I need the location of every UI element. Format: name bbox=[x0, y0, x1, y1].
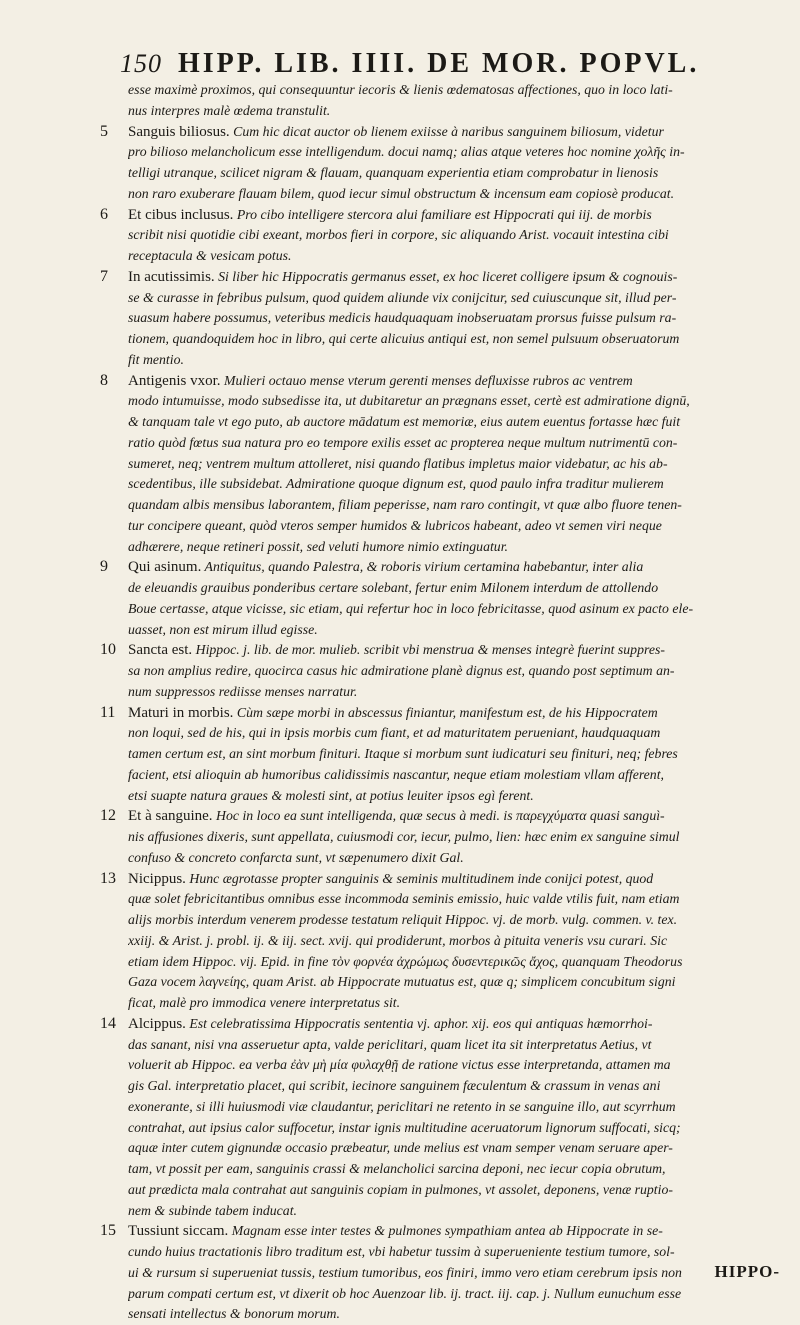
line-text: nis affusiones dixeris, sunt appellata, cuiusmodi cor, iecur, pulmo, lien: hæc enim ex sanguine simul bbox=[128, 829, 680, 844]
text-line bbox=[128, 1159, 790, 1180]
entry-lemma: Sanguis biliosus. bbox=[128, 123, 230, 140]
line-text: quandam albis mensibus laborantem, filiam peperisse, nam raro contingit, vt quæ albo fluore tenen- bbox=[128, 497, 682, 512]
line-text: uasset, non est mirum illud egisse. bbox=[128, 621, 318, 637]
line-text: Hoc in loco ea sunt intelligenda, quæ secus à medi. is παρεγχύματα quasi sanguì- bbox=[212, 808, 665, 824]
commentary-entry bbox=[100, 557, 790, 640]
text-line bbox=[128, 599, 790, 620]
commentary-entry bbox=[128, 80, 790, 122]
line-text: contrahat, aut ipsius calor suffocetur, instar ignis multitudine aceruatorum lignorum suffocati, sicq; bbox=[128, 1119, 681, 1135]
text-line bbox=[128, 1242, 790, 1263]
text-line bbox=[128, 288, 790, 309]
line-text: Magnam esse inter testes & pulmones sympathiam antea ab Hippocrate in se- bbox=[228, 1223, 663, 1239]
text-line bbox=[128, 1284, 790, 1305]
text-line bbox=[128, 1263, 790, 1284]
entry-number: 5 bbox=[100, 122, 108, 140]
text-line bbox=[128, 391, 790, 412]
text-line bbox=[128, 703, 790, 724]
line-text: telligi utranque, scilicet nigram & flauam, quanquam experientia etiam comprobatur in lienosis bbox=[128, 165, 659, 180]
page-header bbox=[120, 48, 800, 78]
text-line bbox=[128, 1138, 790, 1159]
line-text: voluerit ab Hippoc. ea verba ἐὰν μὴ μία φυλαχθῇ de ratione victus esse interpretanda, attamen ma bbox=[128, 1057, 671, 1073]
line-text: nus interpres malè œdema transtulit. bbox=[128, 102, 331, 118]
text-line bbox=[128, 1180, 790, 1201]
commentary-entry bbox=[100, 869, 790, 1014]
line-text: Est celebratissima Hippocratis sententia vj. aphor. xij. eos qui antiquas hæmorrhoi- bbox=[185, 1015, 653, 1031]
commentary-entry bbox=[100, 1014, 790, 1222]
line-text: sensati intellectus & bonorum morum. bbox=[128, 1306, 340, 1322]
running-title: HIPP. LIB. IIII. DE MOR. POPVL. bbox=[178, 48, 700, 79]
line-text: ratio quòd fœtus sua natura pro eo tempore exilis esset ac propterea neque multum nutrimentū con- bbox=[128, 434, 678, 450]
line-text: sa non amplius redire, quocirca casus hic admiratione planè dignus est, quando post septimum an- bbox=[128, 663, 675, 678]
text-line bbox=[128, 122, 790, 143]
entry-lemma: Alcippus. bbox=[128, 1015, 186, 1032]
entry-lemma: Nicippus. bbox=[128, 870, 186, 887]
commentary-entry bbox=[100, 703, 790, 807]
line-text: Si liber hic Hippocratis germanus esset, ex hoc liceret colligere ipsum & cognouis- bbox=[214, 268, 678, 284]
line-text: Boue certasse, atque vicisse, sic etiam, qui refertur hoc in loco febricitasse, quod asinum ex pacto ele- bbox=[128, 600, 694, 616]
commentary-entry bbox=[100, 1221, 790, 1325]
text-line bbox=[128, 661, 790, 682]
text-line bbox=[128, 350, 790, 371]
line-text: Mulieri octauo mense vterum gerenti menses defluxisse rubros ac ventrem bbox=[220, 372, 633, 388]
line-text: exonerante, si illi huiusmodi viæ claudantur, periclitari ne retento in se sanguine illo, aut scyrrhum bbox=[128, 1098, 676, 1114]
line-text: facient, etsi alioquin ab humoribus calidissimis nascantur, neque etiam molestiam vllam afferent, bbox=[128, 766, 664, 782]
entry-number: 10 bbox=[100, 641, 116, 659]
line-text: tionem, quandoquidem hoc in libro, qui certe alicuius antiqui est, non semel pulsuum obseruatorum bbox=[128, 331, 680, 346]
text-line bbox=[128, 433, 790, 454]
entry-number: 8 bbox=[100, 371, 108, 389]
text-line bbox=[128, 1035, 790, 1056]
text-line bbox=[128, 474, 790, 495]
commentary-text bbox=[100, 80, 790, 1325]
line-text: ficat, malè pro immodica venere interpretatus sit. bbox=[128, 995, 401, 1010]
text-line bbox=[128, 786, 790, 807]
entry-lemma: Antigenis vxor. bbox=[128, 372, 221, 389]
text-line bbox=[128, 412, 790, 433]
text-line bbox=[128, 640, 790, 661]
text-line bbox=[128, 205, 790, 226]
text-line bbox=[128, 931, 790, 952]
text-line bbox=[128, 682, 790, 703]
commentary-entry bbox=[100, 640, 790, 702]
line-text: receptacula & vesicam potus. bbox=[128, 248, 292, 263]
line-text: adhærere, neque retineri possit, sed veluti humore nimio extinguatur. bbox=[128, 538, 508, 554]
text-line bbox=[128, 827, 790, 848]
text-line bbox=[128, 184, 790, 205]
text-line bbox=[128, 1055, 790, 1076]
line-text: Antiquitus, quando Palestra, & roboris virium certamina habebantur, inter alia bbox=[201, 559, 644, 575]
line-text: etsi suapte natura graues & molesti sint, at potius leuiter ipsos egì ferent. bbox=[128, 787, 534, 803]
text-line bbox=[128, 142, 790, 163]
line-text: aquæ inter cutem gignundæ occasio præbeatur, unde melius est vnam semper venam seruare aper- bbox=[128, 1140, 673, 1156]
text-line bbox=[128, 993, 790, 1014]
entry-lemma: Maturi in morbis. bbox=[128, 704, 234, 721]
text-line bbox=[128, 246, 790, 267]
line-text: scedentibus, ille subsidebat. Admiratione quoque dignum est, quod paulo infra traditur mulierem bbox=[128, 476, 664, 492]
line-text: ui & rursum si superueniat tussis, testium tumoribus, eos finiri, immo vero etiam cerebrum ipsis non bbox=[128, 1264, 682, 1280]
line-text: se & curasse in febribus pulsum, quod quidem aliunde vix conijcitur, sed cuiuscunque sit, illud per- bbox=[128, 289, 677, 305]
text-line bbox=[128, 578, 790, 599]
line-text: parum compati certum est, vt dixerit ob hoc Auenzoar lib. ij. tract. iij. cap. j. Nullum eunuchum esse bbox=[128, 1285, 682, 1301]
text-line bbox=[128, 1118, 790, 1139]
text-line bbox=[128, 495, 790, 516]
text-line bbox=[128, 371, 790, 392]
entry-number: 9 bbox=[100, 558, 108, 576]
line-text: das sanant, nisi vna asseruetur apta, valde periclitari, quam licet ita sit interpretatus Aetius, vt bbox=[128, 1036, 652, 1052]
line-text: xxiij. & Arist. j. probl. ij. & iij. sect. xvij. qui prodiderunt, morbos à pituita veneris vsu curari. Sic bbox=[128, 932, 668, 948]
entry-number: 11 bbox=[100, 703, 116, 721]
entry-number: 12 bbox=[100, 807, 116, 825]
line-text: esse maximè proximos, qui consequuntur iecoris & lienis œdematosas affectiones, quo in loco lati- bbox=[128, 82, 673, 97]
text-line bbox=[128, 329, 790, 350]
line-text: nem & subinde tabem inducat. bbox=[128, 1202, 297, 1218]
text-line bbox=[128, 765, 790, 786]
line-text: pro bilioso melancholicum esse intelligendum. docui namq; alias atque veteres hoc nomine χολῆς in- bbox=[128, 144, 685, 160]
line-text: Pro cibo intelligere stercora alui familiare est Hippocrati qui iij. de morbis bbox=[233, 206, 652, 222]
line-text: cundo huius tractationis libro traditum est, vbi habetur tussim à superueniente testium tumore, sol- bbox=[128, 1244, 675, 1259]
text-line bbox=[128, 80, 790, 101]
text-line bbox=[128, 806, 790, 827]
text-line bbox=[128, 1201, 790, 1222]
line-text: alijs morbis interdum venerem prodesse testatum reliquit Hippoc. vj. de morb. vulg. commen. v. tex. bbox=[128, 912, 678, 927]
line-text: Gaza vocem λαγνείης, quam Arist. ab Hippocrate mutuatus est, quæ q; simplicem concubitum signi bbox=[128, 974, 676, 990]
line-text: Cùm sæpe morbi in abscessus finiantur, manifestum est, de his Hippocratem bbox=[233, 704, 658, 720]
text-line bbox=[128, 848, 790, 869]
text-line bbox=[128, 267, 790, 288]
text-line bbox=[128, 101, 790, 122]
text-line bbox=[128, 889, 790, 910]
text-line bbox=[128, 163, 790, 184]
text-line bbox=[128, 869, 790, 890]
text-line bbox=[128, 308, 790, 329]
line-text: confuso & concreto confarcta sunt, vt sæpenumero dixit Gal. bbox=[128, 849, 464, 865]
line-text: scribit nisi quotidie cibi exeant, morbos fieri in corpore, sic aliquando Arist. vocauit intestina cibi bbox=[128, 227, 669, 243]
commentary-entry bbox=[100, 371, 790, 558]
text-line bbox=[128, 516, 790, 537]
line-text: fit mentio. bbox=[128, 351, 184, 367]
line-text: gis Gal. interpretatio placet, qui scribit, iecinore sanguinem fæculentum & crassum in venas ani bbox=[128, 1078, 661, 1093]
text-line bbox=[128, 1014, 790, 1035]
text-line bbox=[128, 952, 790, 973]
line-text: aut prædicta mala contrahat aut sanguinis copiam in pulmones, vt assolet, deponens, venæ ruptio- bbox=[128, 1181, 673, 1197]
entry-lemma: Sancta est. bbox=[128, 642, 193, 659]
line-text: num suppressos rediisse menses narratur. bbox=[128, 683, 358, 699]
line-text: tur concipere queant, quòd vteros semper humidos & lubricos habeant, adeo vt semen viri neque bbox=[128, 517, 662, 533]
entry-lemma: Et cibus inclusus. bbox=[128, 206, 234, 223]
line-text: modo intumuisse, modo subsedisse ita, ut dubitaretur an prægnans esset, certè est admiratione dignū, bbox=[128, 393, 690, 409]
commentary-entry bbox=[100, 806, 790, 868]
catchword: HIPPO- bbox=[714, 1262, 780, 1281]
text-line bbox=[128, 723, 790, 744]
text-line bbox=[128, 537, 790, 558]
text-line bbox=[128, 454, 790, 475]
line-text: tam, vt possit per eam, sanguinis crassi & melancholici sarcina deponi, nec iecur copia obrutum, bbox=[128, 1161, 666, 1176]
text-line bbox=[128, 1304, 790, 1325]
text-line bbox=[128, 1076, 790, 1097]
line-text: Hunc ægrotasse propter sanguinis & seminis multitudinem inde conijci potest, quod bbox=[185, 870, 654, 886]
line-text: & tanquam tale vt ego puto, ab auctore mādatum est memoriæ, eius autem euentus fortasse hæc fuit bbox=[128, 414, 681, 429]
entry-lemma: Qui asinum. bbox=[128, 559, 202, 576]
line-text: sumeret, neq; ventrem multum attolleret, nisi quando flatibus impletus maior videbatur, ac his ab- bbox=[128, 455, 668, 471]
entry-number: 14 bbox=[100, 1014, 116, 1032]
text-line bbox=[128, 1221, 790, 1242]
commentary-entry bbox=[100, 205, 790, 267]
text-line bbox=[128, 620, 790, 641]
line-text: suasum habere possumus, veteribus medicis haudquaquam inobseruatam prorsus fuisse pulsum ra- bbox=[128, 310, 677, 326]
line-text: non raro exuberare flauam bilem, quod iecur simul obstructum & incensum eam copiosè producat. bbox=[128, 185, 675, 201]
commentary-entry bbox=[100, 267, 790, 371]
folio-number: 150 bbox=[120, 49, 162, 78]
entry-lemma: In acutissimis. bbox=[128, 268, 215, 285]
line-text: Cum hic dicat auctor ob lienem exiisse à naribus sanguinem biliosum, videtur bbox=[229, 123, 664, 139]
entry-number: 6 bbox=[100, 205, 108, 223]
entry-number: 13 bbox=[100, 869, 116, 887]
text-line bbox=[128, 1097, 790, 1118]
line-text: de eleuandis grauibus ponderibus certare solebant, fertur enim Milonem interdum de attollendo bbox=[128, 580, 659, 595]
text-line bbox=[128, 557, 790, 578]
line-text: etiam idem Hippoc. vij. Epid. in fine τὸν φορνέα ἀχρώμως δυσεντερικῶς ἄχος, quanquam Theodorus bbox=[128, 953, 683, 969]
entry-number: 7 bbox=[100, 267, 108, 285]
entry-lemma: Tussiunt siccam. bbox=[128, 1223, 229, 1240]
line-text: Hippoc. j. lib. de mor. mulieb. scribit vbi menstrua & menses integrè fuerint suppres- bbox=[192, 642, 665, 658]
text-line bbox=[128, 225, 790, 246]
text-line bbox=[128, 972, 790, 993]
text-line bbox=[128, 744, 790, 765]
line-text: non loqui, sed de his, qui in ipsis morbis cum fiant, et ad maturitatem perueniant, haudquaquam bbox=[128, 725, 661, 741]
entry-number: 15 bbox=[100, 1222, 116, 1240]
line-text: tamen certum est, an sint morbum finituri. Itaque si morbum sunt iudicaturi seu finituri, neq; febres bbox=[128, 746, 678, 761]
commentary-entry bbox=[100, 122, 790, 205]
line-text: quæ solet febricitantibus omnibus esse incommoda seminis emissio, huic valde vtilis fuit, nam etiam bbox=[128, 891, 680, 907]
text-line bbox=[128, 910, 790, 931]
entry-lemma: Et à sanguine. bbox=[128, 808, 213, 825]
